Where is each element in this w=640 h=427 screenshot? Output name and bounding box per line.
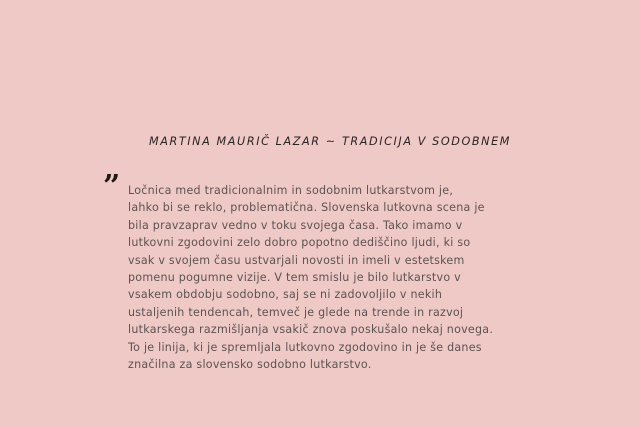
quote-mark-icon: ”	[103, 169, 121, 204]
quote-line: pomenu pogumne vizije. V tem smislu je bilo lutkarstvo v	[128, 271, 461, 285]
quote-line: To je linija, ki je spremljala lutkovno zgodovino in je še danes	[128, 340, 482, 354]
quote-body	[128, 182, 528, 373]
quote-line: lutkarskega razmišljanja vsakič znova poskušalo nekaj novega.	[128, 323, 494, 337]
article-heading: MARTINA MAURIČ LAZAR ~ TRADICIJA V SODOBNEM	[148, 135, 512, 148]
quote-line: vsak v svojem času ustvarjali novosti in imeli v estetskem	[128, 253, 465, 267]
quote-line: značilna za slovensko sodobno lutkarstvo.	[128, 358, 372, 372]
quote-line: ustaljenih tendencah, temveč je glede na trende in razvoj	[128, 305, 464, 319]
quote-line: lutkovni zgodovini zelo dobro popotno dediščino ljudi, ki so	[128, 236, 471, 250]
quote-line: vsakem obdobju sodobno, saj se ni zadovoljilo v nekih	[128, 288, 443, 302]
quote-line: lahko bi se reklo, problematična. Slovenska lutkovna scena je	[128, 201, 485, 215]
quote-line: bila pravzaprav vedno v toku svojega časa. Tako imamo v	[128, 218, 463, 232]
quote-line: Ločnica med tradicionalnim in sodobnim lutkarstvom je,	[128, 184, 454, 197]
